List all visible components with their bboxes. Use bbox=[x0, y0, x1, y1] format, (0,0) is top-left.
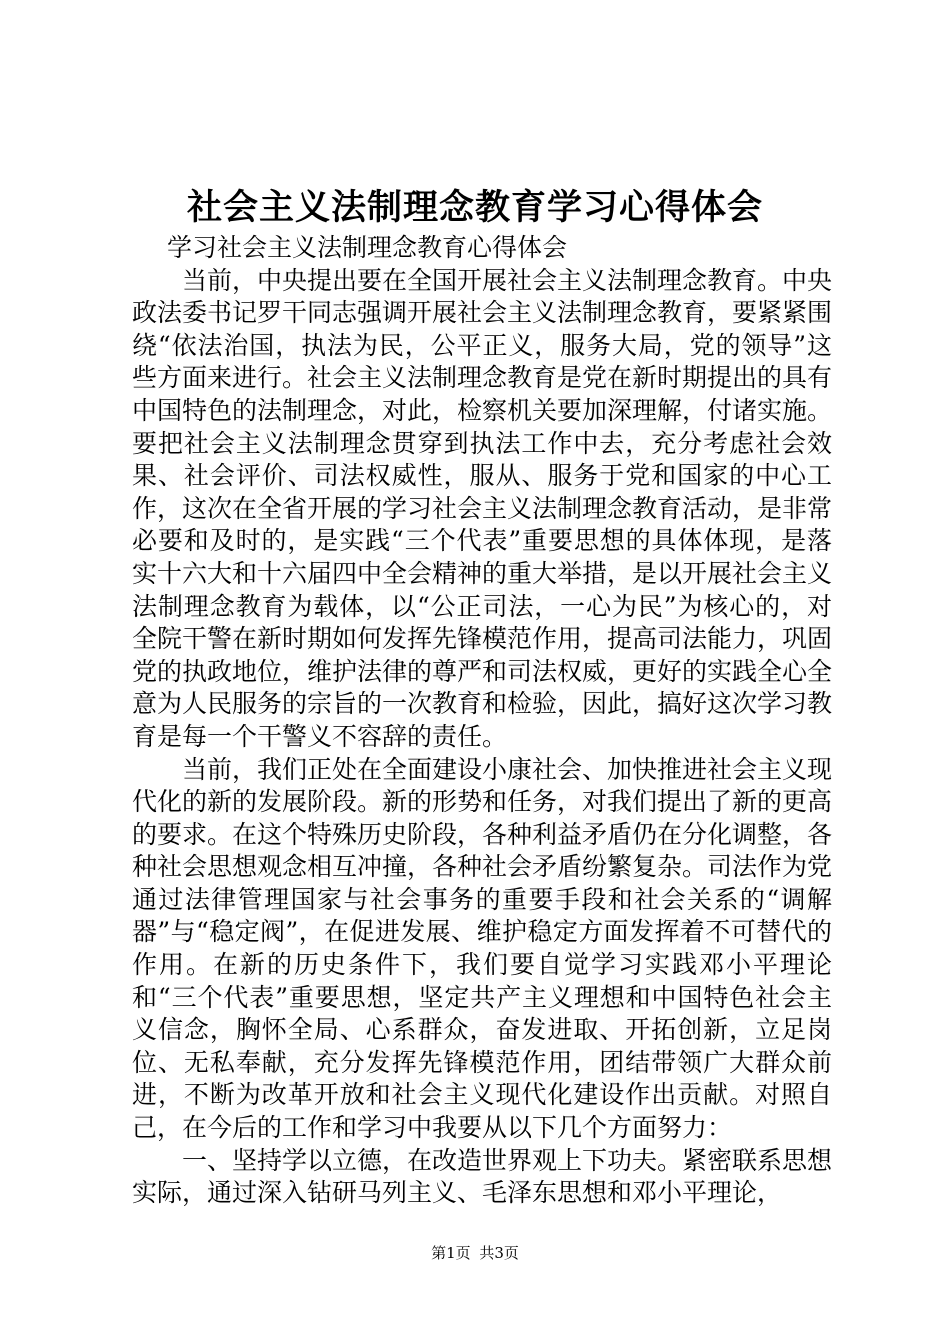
document-subtitle: 学习社会主义法制理念教育心得体会 bbox=[167, 233, 568, 262]
document-body bbox=[132, 232, 832, 1210]
document-title: 社会主义法制理念教育学习心得体会 bbox=[186, 187, 763, 228]
page-total: 共3页 bbox=[479, 1244, 519, 1262]
paragraph-2: 当前，我们正处在全面建设小康社会、加快推进社会主义现代化的新的发展阶段。新的形势和任务，对我们提出了新的更高的要求。在这个特殊历史阶段，各种利益矛盾仍在分化调整，各种社会思想观念相互冲撞，各种社会矛盾纷繁复杂。司法作为党通过法律管理国家与社会事务的重要手段和社会关系的“调解器”与“稳定阀”，在促进发展、维护稳定方面发挥着不可替代的作用。在新的历史条件下，我们要自觉学习实践邓小平理论和“三个代表”重要思想，坚定共产主义理想和中国特色社会主义信念，胸怀全局、心系群众，奋发进取、开拓创新，立足岗位、无私奉献，充分发挥先锋模范作用，团结带领广大群众前进，不断为改革开放和社会主义现代化建设作出贡献。对照自己，在今后的工作和学习中我要从以下几个方面努力： bbox=[132, 754, 833, 1143]
page-number: 第1页 bbox=[431, 1244, 471, 1262]
paragraph-1: 当前，中央提出要在全国开展社会主义法制理念教育。中央政法委书记罗干同志强调开展社会主义法制理念教育，要紧紧围绕“依法治国，执法为民，公平正义，服务大局，党的领导”这些方面来进行。社会主义法制理念教育是党在新时期提出的具有中国特色的法制理念，对此，检察机关要加深理解，付诸实施。要把社会主义法制理念贯穿到执法工作中去，充分考虑社会效果、社会评价、司法权威性，服从、服务于党和国家的中心工作，这次在全省开展的学习社会主义法制理念教育活动，是非常必要和及时的，是实践“三个代表”重要思想的具体体现，是落实十六大和十六届四中全会精神的重大举措，是以开展社会主义法制理念教育为载体，以“公正司法，一心为民”为核心的，对全院干警在新时期如何发挥先锋模范作用，提高司法能力，巩固党的执政地位，维护法律的尊严和司法权威，更好的实践全心全意为人民服务的宗旨的一次教育和检验，因此，搞好这次学习教育是每一个干警义不容辞的责任。 bbox=[132, 265, 833, 751]
paragraph-3: 一、坚持学以立德，在改造世界观上下功夫。紧密联系思想实际，通过深入钻研马列主义、毛泽东思想和邓小平理论， bbox=[132, 1145, 833, 1208]
page-footer bbox=[0, 1243, 950, 1263]
